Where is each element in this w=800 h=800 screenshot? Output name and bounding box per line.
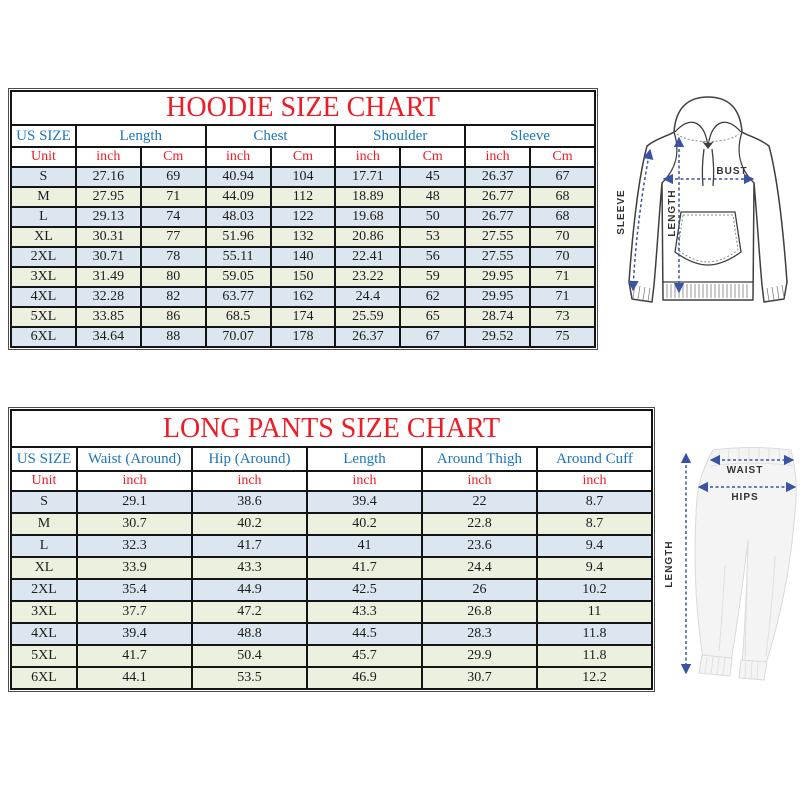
hem-ribbing	[667, 284, 747, 298]
hoodie-unit-cell: Cm	[530, 147, 595, 167]
value-cell: 34.64	[76, 327, 141, 347]
size-label-cell: XL	[11, 557, 77, 579]
value-cell: 44.9	[192, 579, 307, 601]
value-cell: 86	[141, 307, 206, 327]
value-cell: 24.4	[422, 557, 537, 579]
table-row	[11, 645, 652, 667]
table-row	[11, 247, 595, 267]
hoodie-unit-cell: Cm	[400, 147, 465, 167]
value-cell: 71	[530, 287, 595, 307]
value-cell: 68	[530, 187, 595, 207]
value-cell: 27.16	[76, 167, 141, 187]
table-row	[11, 287, 595, 307]
value-cell: 45	[400, 167, 465, 187]
value-cell: 69	[141, 167, 206, 187]
size-label-cell: 3XL	[11, 601, 77, 623]
value-cell: 39.4	[307, 491, 422, 513]
value-cell: 40.94	[206, 167, 271, 187]
size-label-cell: 4XL	[11, 623, 77, 645]
value-cell: 45.7	[307, 645, 422, 667]
size-label-cell: 5XL	[11, 645, 77, 667]
pants-header-row	[11, 447, 652, 471]
size-label-cell: 3XL	[11, 267, 76, 287]
value-cell: 62	[400, 287, 465, 307]
value-cell: 44.1	[77, 667, 192, 689]
value-cell: 30.7	[422, 667, 537, 689]
hoodie-unit-cell: inch	[465, 147, 530, 167]
value-cell: 140	[271, 247, 336, 267]
value-cell: 75	[530, 327, 595, 347]
value-cell: 41.7	[192, 535, 307, 557]
value-cell: 12.2	[537, 667, 652, 689]
value-cell: 29.95	[465, 287, 530, 307]
value-cell: 29.13	[76, 207, 141, 227]
value-cell: 10.2	[537, 579, 652, 601]
pants-unit-row	[11, 471, 652, 491]
value-cell: 22.41	[335, 247, 400, 267]
value-cell: 26.77	[465, 207, 530, 227]
value-cell: 19.68	[335, 207, 400, 227]
table-row	[11, 491, 652, 513]
size-label-cell: 2XL	[11, 247, 76, 267]
hoodie-table	[10, 90, 596, 348]
size-label-cell: L	[11, 535, 77, 557]
value-cell: 46.9	[307, 667, 422, 689]
value-cell: 70.07	[206, 327, 271, 347]
value-cell: 31.49	[76, 267, 141, 287]
value-cell: 82	[141, 287, 206, 307]
value-cell: 174	[271, 307, 336, 327]
size-label-cell: 2XL	[11, 579, 77, 601]
value-cell: 70	[530, 227, 595, 247]
value-cell: 53	[400, 227, 465, 247]
value-cell: 26.77	[465, 187, 530, 207]
size-label-cell: XL	[11, 227, 76, 247]
value-cell: 27.55	[465, 247, 530, 267]
value-cell: 30.7	[77, 513, 192, 535]
hoodie-unit-cell: inch	[335, 147, 400, 167]
hoodie-measurement-diagram	[617, 86, 800, 323]
pants-measurement-diagram	[645, 436, 800, 692]
value-cell: 88	[141, 327, 206, 347]
pants-unit-cell: inch	[77, 471, 192, 491]
sleeve-label: SLEEVE	[617, 189, 627, 235]
value-cell: 74	[141, 207, 206, 227]
value-cell: 33.9	[77, 557, 192, 579]
size-label-cell: S	[11, 167, 76, 187]
bust-label: BUST	[716, 166, 748, 177]
pants-table	[10, 409, 653, 690]
pants-column-header-thigh: Around Thigh	[422, 447, 537, 471]
hoodie-unit-cell: Cm	[141, 147, 206, 167]
value-cell: 71	[141, 187, 206, 207]
value-cell: 50.4	[192, 645, 307, 667]
value-cell: 18.89	[335, 187, 400, 207]
pants-us-size-header: US SIZE	[11, 447, 77, 471]
value-cell: 9.4	[537, 535, 652, 557]
value-cell: 30.71	[76, 247, 141, 267]
pants-table-body	[11, 491, 652, 689]
pants-chart-title: LONG PANTS SIZE CHART	[11, 410, 652, 447]
value-cell: 35.4	[77, 579, 192, 601]
value-cell: 68.5	[206, 307, 271, 327]
value-cell: 11.8	[537, 623, 652, 645]
value-cell: 29.9	[422, 645, 537, 667]
value-cell: 9.4	[537, 557, 652, 579]
size-label-cell: 6XL	[11, 667, 77, 689]
value-cell: 48	[400, 187, 465, 207]
value-cell: 178	[271, 327, 336, 347]
value-cell: 29.95	[465, 267, 530, 287]
value-cell: 70	[530, 247, 595, 267]
value-cell: 104	[271, 167, 336, 187]
table-row	[11, 579, 652, 601]
value-cell: 44.09	[206, 187, 271, 207]
pants-unit-cell: inch	[537, 471, 652, 491]
value-cell: 78	[141, 247, 206, 267]
pants-illustration	[645, 436, 800, 692]
value-cell: 67	[530, 167, 595, 187]
hoodie-unit-cell: inch	[76, 147, 141, 167]
size-label-cell: L	[11, 207, 76, 227]
table-row	[11, 601, 652, 623]
pants-column-header-hip: Hip (Around)	[192, 447, 307, 471]
table-row	[11, 623, 652, 645]
hoodie-header-row	[11, 125, 595, 147]
value-cell: 27.95	[76, 187, 141, 207]
value-cell: 32.28	[76, 287, 141, 307]
value-cell: 8.7	[537, 491, 652, 513]
hips-label: HIPS	[731, 492, 759, 503]
pants-column-header-cuff: Around Cuff	[537, 447, 652, 471]
pants-unit-cell: inch	[192, 471, 307, 491]
hoodie-column-header-length: Length	[76, 125, 206, 147]
value-cell: 56	[400, 247, 465, 267]
hoodie-unit-label: Unit	[11, 147, 76, 167]
value-cell: 11.8	[537, 645, 652, 667]
hoodie-column-header-sleeve: Sleeve	[465, 125, 595, 147]
value-cell: 11	[537, 601, 652, 623]
table-row	[11, 167, 595, 187]
hoodie-unit-cell: Cm	[271, 147, 336, 167]
value-cell: 26	[422, 579, 537, 601]
table-row	[11, 557, 652, 579]
value-cell: 39.4	[77, 623, 192, 645]
value-cell: 22.8	[422, 513, 537, 535]
value-cell: 29.1	[77, 491, 192, 513]
hoodie-length-label: LENGTH	[667, 189, 678, 237]
hoodie-unit-row	[11, 147, 595, 167]
value-cell: 23.6	[422, 535, 537, 557]
value-cell: 67	[400, 327, 465, 347]
value-cell: 59	[400, 267, 465, 287]
value-cell: 38.6	[192, 491, 307, 513]
pants-unit-cell: inch	[307, 471, 422, 491]
value-cell: 73	[530, 307, 595, 327]
value-cell: 22	[422, 491, 537, 513]
value-cell: 41	[307, 535, 422, 557]
pants-length-label: LENGTH	[664, 540, 675, 588]
value-cell: 162	[271, 287, 336, 307]
value-cell: 50	[400, 207, 465, 227]
value-cell: 47.2	[192, 601, 307, 623]
size-label-cell: S	[11, 491, 77, 513]
table-row	[11, 307, 595, 327]
hoodie-column-header-shoulder: Shoulder	[335, 125, 465, 147]
table-row	[11, 187, 595, 207]
value-cell: 24.4	[335, 287, 400, 307]
value-cell: 48.8	[192, 623, 307, 645]
value-cell: 26.37	[465, 167, 530, 187]
value-cell: 71	[530, 267, 595, 287]
value-cell: 17.71	[335, 167, 400, 187]
value-cell: 43.3	[307, 601, 422, 623]
value-cell: 20.86	[335, 227, 400, 247]
value-cell: 41.7	[77, 645, 192, 667]
value-cell: 28.3	[422, 623, 537, 645]
pants-title-row	[11, 410, 652, 447]
value-cell: 40.2	[192, 513, 307, 535]
size-label-cell: 5XL	[11, 307, 76, 327]
pants-unit-label: Unit	[11, 471, 77, 491]
value-cell: 28.74	[465, 307, 530, 327]
value-cell: 23.22	[335, 267, 400, 287]
value-cell: 8.7	[537, 513, 652, 535]
value-cell: 80	[141, 267, 206, 287]
value-cell: 37.7	[77, 601, 192, 623]
pants-unit-cell: inch	[422, 471, 537, 491]
value-cell: 48.03	[206, 207, 271, 227]
size-label-cell: M	[11, 187, 76, 207]
pants-size-chart-table	[8, 407, 655, 692]
value-cell: 122	[271, 207, 336, 227]
pants-column-header-waist: Waist (Around)	[77, 447, 192, 471]
value-cell: 44.5	[307, 623, 422, 645]
value-cell: 65	[400, 307, 465, 327]
value-cell: 42.5	[307, 579, 422, 601]
value-cell: 43.3	[192, 557, 307, 579]
value-cell: 25.59	[335, 307, 400, 327]
value-cell: 77	[141, 227, 206, 247]
waist-label: WAIST	[726, 465, 764, 476]
size-label-cell: 6XL	[11, 327, 76, 347]
table-row	[11, 227, 595, 247]
value-cell: 63.77	[206, 287, 271, 307]
value-cell: 59.05	[206, 267, 271, 287]
hoodie-unit-cell: inch	[206, 147, 271, 167]
hoodie-outline	[629, 97, 787, 302]
table-row	[11, 327, 595, 347]
value-cell: 41.7	[307, 557, 422, 579]
value-cell: 51.96	[206, 227, 271, 247]
value-cell: 150	[271, 267, 336, 287]
value-cell: 26.8	[422, 601, 537, 623]
value-cell: 30.31	[76, 227, 141, 247]
hoodie-table-body	[11, 167, 595, 347]
value-cell: 40.2	[307, 513, 422, 535]
value-cell: 112	[271, 187, 336, 207]
value-cell: 132	[271, 227, 336, 247]
hoodie-chart-title: HOODIE SIZE CHART	[11, 91, 595, 125]
hoodie-size-chart-table	[8, 88, 598, 350]
hoodie-title-row	[11, 91, 595, 125]
table-row	[11, 207, 595, 227]
value-cell: 26.37	[335, 327, 400, 347]
value-cell: 55.11	[206, 247, 271, 267]
hoodie-column-header-chest: Chest	[206, 125, 336, 147]
hoodie-illustration	[617, 86, 800, 323]
pants-column-header-length: Length	[307, 447, 422, 471]
table-row	[11, 535, 652, 557]
value-cell: 29.52	[465, 327, 530, 347]
hoodie-us-size-header: US SIZE	[11, 125, 76, 147]
value-cell: 32.3	[77, 535, 192, 557]
size-label-cell: 4XL	[11, 287, 76, 307]
table-row	[11, 513, 652, 535]
size-label-cell: M	[11, 513, 77, 535]
value-cell: 33.85	[76, 307, 141, 327]
ankle-cuff	[699, 655, 732, 676]
value-cell: 27.55	[465, 227, 530, 247]
value-cell: 68	[530, 207, 595, 227]
table-row	[11, 267, 595, 287]
table-row	[11, 667, 652, 689]
ankle-cuff	[739, 660, 767, 680]
value-cell: 53.5	[192, 667, 307, 689]
